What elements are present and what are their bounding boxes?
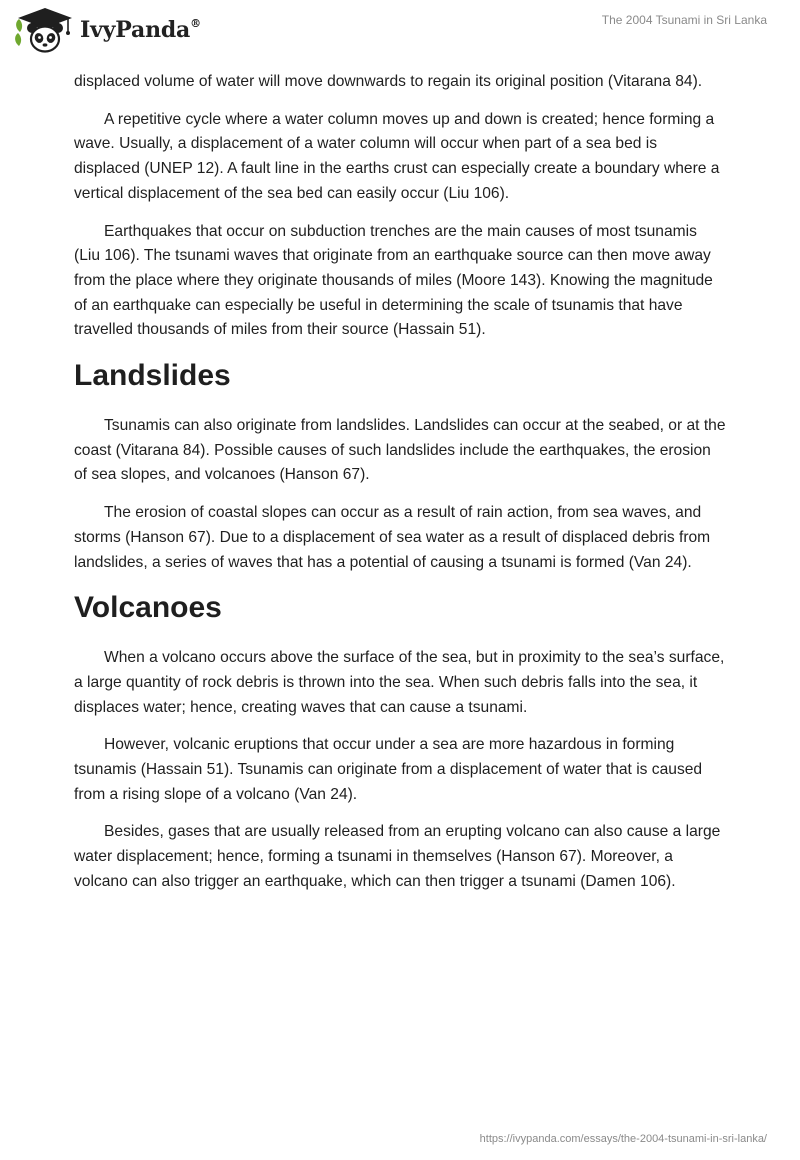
page-header <box>0 0 800 70</box>
source-url-link[interactable]: https://ivypanda.com/essays/the-2004-tsunami-in-sri-lanka/ <box>479 1133 767 1145</box>
paragraph: However, volcanic eruptions that occur under a sea are more hazardous in forming tsunamis (Hassain 51). Tsunamis can originate from a displacement of water that is caused from a rising slope of a volcano (Van 24). <box>74 736 703 803</box>
brand-name: IvyPanda® <box>80 16 201 43</box>
section-heading-landslides: Landslides <box>74 359 231 393</box>
section-heading-volcanoes: Volcanoes <box>74 591 222 625</box>
ivypanda-logo[interactable] <box>14 6 201 54</box>
paragraph: Tsunamis can also originate from landslides. Landslides can occur at the seabed, or at the coast (Vitarana 84). Possible causes of such landslides include the earthquakes, the erosion of sea slopes, and volcanoes (Hanson 67). <box>74 417 726 484</box>
paragraph: A repetitive cycle where a water column moves up and down is created; hence forming a wave. Usually, a displacement of a water column will occur when part of a sea bed is displaced (UNEP 12). A fault line in the earths crust can especially create a boundary where a vertical displacement of the sea bed can easily occur (Liu 106). <box>74 110 720 202</box>
document-title: The 2004 Tsunami in Sri Lanka <box>601 13 767 27</box>
paragraph: When a volcano occurs above the surface of the sea, but in proximity to the sea’s surface, a large quantity of rock debris is thrown into the sea. When such debris falls into the sea, it displaces water; hence, creating waves that can cause a tsunami. <box>74 649 725 716</box>
panda-logo-icon <box>14 6 76 54</box>
paragraph-continuation: displaced volume of water will move downwards to regain its original position (Vitarana 84). <box>74 73 703 90</box>
essay-content <box>74 70 726 908</box>
paragraph: The erosion of coastal slopes can occur as a result of rain action, from sea waves, and storms (Hanson 67). Due to a displacement of sea water as a result of displaced debris from landslides, a series of waves that has a potential of causing a tsunami is formed (Van 24). <box>74 504 711 571</box>
paragraph: Earthquakes that occur on subduction trenches are the main causes of most tsunamis (Liu 106). The tsunami waves that originate from an earthquake source can then move away from the place where they originate thousands of miles (Moore 143). Knowing the magnitude of an earthquake can especially be useful in determining the scale of tsunamis that have travelled thousands of miles from their source (Hassain 51). <box>74 222 713 339</box>
paragraph: Besides, gases that are usually released from an erupting volcano can also cause a large water displacement; hence, forming a tsunami in themselves (Hanson 67). Moreover, a volcano can also trigger an earthquake, which can then trigger a tsunami (Damen 106). <box>74 823 721 890</box>
